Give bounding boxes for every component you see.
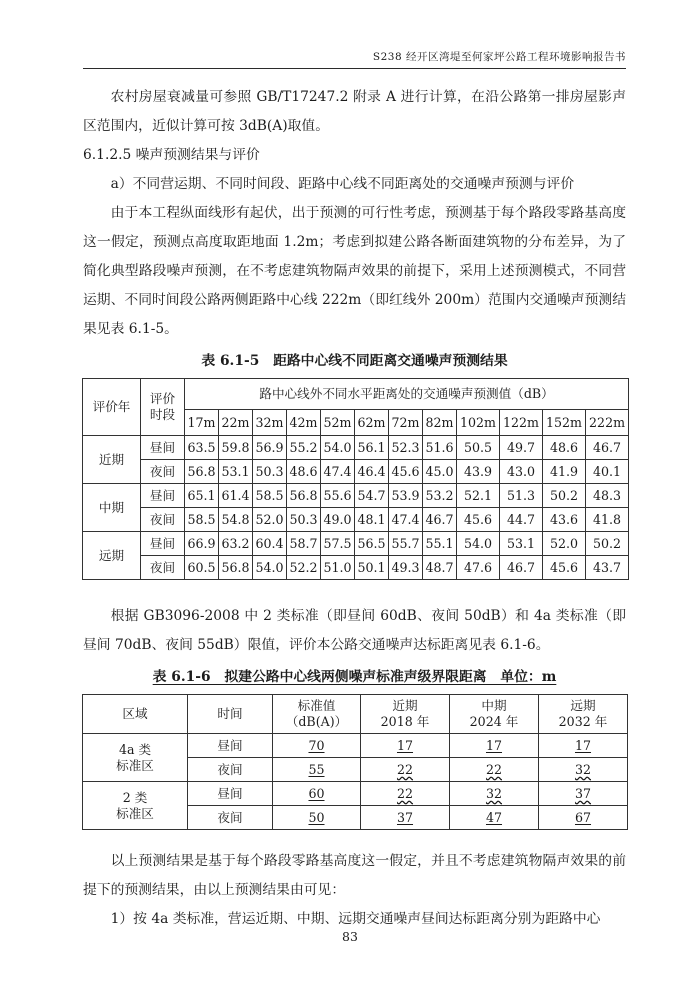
distance-header-cell: 222m bbox=[586, 410, 629, 436]
table-row-mid-night bbox=[83, 508, 629, 532]
distance-header-cell: 82m bbox=[423, 410, 457, 436]
time-cell: 夜间 bbox=[188, 758, 273, 782]
zone-4a-line1: 4a 类 bbox=[118, 741, 152, 757]
underlined-value: 22 bbox=[396, 785, 414, 801]
header-far-term-line2: 2032 年 bbox=[558, 714, 608, 729]
noise-value-cell: 54.0 bbox=[253, 556, 287, 580]
underlined-value: 47 bbox=[485, 809, 503, 825]
zone-4a-line2: 标准区 bbox=[116, 757, 154, 773]
noise-value-cell: 56.1 bbox=[355, 436, 389, 460]
noise-value-cell: 52.0 bbox=[253, 508, 287, 532]
header-mid-term-line1: 中期 bbox=[481, 698, 507, 713]
underlined-value: 17 bbox=[574, 737, 592, 753]
underlined-value: 50 bbox=[308, 809, 325, 825]
noise-value-cell: 65.1 bbox=[185, 484, 219, 508]
distance-value-cell bbox=[539, 758, 628, 782]
noise-value-cell: 50.3 bbox=[253, 460, 287, 484]
section-heading-6-1-2-5: 6.1.2.5 噪声预测结果与评价 bbox=[83, 147, 260, 163]
noise-value-cell: 66.9 bbox=[185, 532, 219, 556]
noise-value-cell: 51.6 bbox=[423, 436, 457, 460]
noise-value-cell: 50.2 bbox=[543, 484, 586, 508]
table-row-far-day bbox=[83, 532, 629, 556]
noise-value-cell: 48.7 bbox=[423, 556, 457, 580]
paragraph-prediction-basis: 由于本工程纵面线形有起伏，出于预测的可行性考虑，预测基于每个路段零路基高度这一假定，预测点高度取距地面 1.2m；考虑到拟建公路各断面建筑物的分布差异，为了简化典型路段噪声预测，在不考虑建筑物隔声效果的前提下，采用上述预测模式，不同营运期、不同时间段公路两侧距路中心线 222m（即红线外 200m）范围内交通噪声预测结果见表 6.1-5。 bbox=[83, 205, 626, 337]
header-standard-value-line1: 标准值 bbox=[297, 698, 336, 713]
zone-class2-line2: 标准区 bbox=[116, 805, 154, 821]
paragraph-conclusion-intro: 以上预测结果是基于每个路段零路基高度这一假定，并且不考虑建筑物隔声效果的前提下的预测结果，由以上预测结果由可见： bbox=[83, 853, 626, 898]
distance-value-cell bbox=[273, 806, 361, 830]
noise-value-cell: 53.2 bbox=[423, 484, 457, 508]
noise-value-cell: 54.8 bbox=[219, 508, 253, 532]
distance-header-cell: 42m bbox=[287, 410, 321, 436]
time-cell: 昼间 bbox=[141, 436, 185, 460]
table-6-1-5-title: 表 6.1-5 距路中心线不同距离交通噪声预测结果 bbox=[201, 353, 508, 369]
noise-value-cell: 49.7 bbox=[500, 436, 543, 460]
noise-value-cell: 53.9 bbox=[389, 484, 423, 508]
standard-distance-table bbox=[82, 694, 628, 830]
noise-value-cell: 59.8 bbox=[219, 436, 253, 460]
table-row-mid-day bbox=[83, 484, 629, 508]
table-6-1-6-title: 表 6.1-6 拟建公路中心线两侧噪声标准声级界限距离 单位：m bbox=[152, 669, 557, 685]
header-standard-value bbox=[273, 695, 361, 734]
underlined-value: 67 bbox=[574, 809, 592, 825]
underlined-value: 70 bbox=[308, 737, 325, 753]
header-eval-period-line1: 评价 bbox=[149, 391, 176, 406]
header-near-term-line1: 近期 bbox=[392, 698, 418, 713]
noise-value-cell: 46.7 bbox=[423, 508, 457, 532]
distance-value-cell bbox=[450, 782, 539, 806]
noise-value-cell: 50.1 bbox=[355, 556, 389, 580]
header-eval-period-line2: 时段 bbox=[149, 407, 176, 422]
table-row-near-night bbox=[83, 460, 629, 484]
distance-value-cell bbox=[361, 758, 450, 782]
noise-value-cell: 51.3 bbox=[500, 484, 543, 508]
page-number: 83 bbox=[342, 929, 358, 944]
paragraph-conclusion-item1: 1）按 4a 类标准，营运近期、中期、远期交通噪声昼间达标距离分别为距路中心 bbox=[110, 911, 601, 927]
distance-header-cell: 72m bbox=[389, 410, 423, 436]
period-cell-far: 远期 bbox=[83, 532, 141, 580]
noise-value-cell: 50.5 bbox=[457, 436, 500, 460]
noise-value-cell: 52.3 bbox=[389, 436, 423, 460]
distance-header-cell: 22m bbox=[219, 410, 253, 436]
header-zone: 区域 bbox=[83, 695, 188, 734]
header-near-term bbox=[361, 695, 450, 734]
underlined-value: 60 bbox=[308, 785, 325, 801]
distance-header-cell: 52m bbox=[321, 410, 355, 436]
distance-value-cell bbox=[361, 782, 450, 806]
noise-value-cell: 53.1 bbox=[219, 460, 253, 484]
noise-value-cell: 48.1 bbox=[355, 508, 389, 532]
distance-value-cell bbox=[450, 734, 539, 758]
underlined-value: 17 bbox=[396, 737, 414, 753]
table-row-far-night bbox=[83, 556, 629, 580]
noise-value-cell: 60.4 bbox=[253, 532, 287, 556]
time-cell: 夜间 bbox=[141, 460, 185, 484]
noise-value-cell: 55.2 bbox=[287, 436, 321, 460]
time-cell: 昼间 bbox=[188, 782, 273, 806]
distance-value-cell bbox=[539, 806, 628, 830]
zone-cell-class2 bbox=[83, 782, 188, 830]
noise-value-cell: 55.1 bbox=[423, 532, 457, 556]
noise-value-cell: 46.4 bbox=[355, 460, 389, 484]
header-far-term-line1: 远期 bbox=[570, 698, 596, 713]
distance-value-cell bbox=[361, 734, 450, 758]
table1-header-row-1 bbox=[83, 379, 629, 410]
noise-value-cell: 50.3 bbox=[287, 508, 321, 532]
time-cell: 昼间 bbox=[141, 532, 185, 556]
noise-value-cell: 45.6 bbox=[457, 508, 500, 532]
distance-value-cell bbox=[539, 734, 628, 758]
noise-value-cell: 56.8 bbox=[219, 556, 253, 580]
noise-value-cell: 40.1 bbox=[586, 460, 629, 484]
running-header bbox=[83, 0, 626, 69]
noise-value-cell: 47.4 bbox=[389, 508, 423, 532]
noise-value-cell: 47.4 bbox=[321, 460, 355, 484]
page-content bbox=[83, 0, 626, 934]
distance-header-cell: 17m bbox=[185, 410, 219, 436]
time-cell: 夜间 bbox=[141, 508, 185, 532]
distance-header-cell: 32m bbox=[253, 410, 287, 436]
distance-value-cell bbox=[273, 782, 361, 806]
noise-value-cell: 57.5 bbox=[321, 532, 355, 556]
underlined-value: 17 bbox=[485, 737, 503, 753]
distance-value-cell bbox=[450, 806, 539, 830]
zone-cell-4a bbox=[83, 734, 188, 782]
paragraph-item-a: a）不同营运期、不同时间段、距路中心线不同距离处的交通噪声预测与评价 bbox=[110, 176, 575, 192]
time-cell: 夜间 bbox=[188, 806, 273, 830]
paragraph-standards: 根据 GB3096-2008 中 2 类标准（即昼间 60dB、夜间 50dB）和 4a 类标准（即昼间 70dB、夜间 55dB）限值，评价本公路交通噪声达标距离见表 6.1-6。 bbox=[83, 608, 626, 653]
header-standard-value-line2: （dB(A)） bbox=[285, 714, 348, 729]
noise-value-cell: 52.2 bbox=[287, 556, 321, 580]
noise-value-cell: 56.8 bbox=[185, 460, 219, 484]
noise-value-cell: 41.9 bbox=[543, 460, 586, 484]
distance-header-cell: 122m bbox=[500, 410, 543, 436]
distance-header-cell: 62m bbox=[355, 410, 389, 436]
distance-value-cell bbox=[273, 758, 361, 782]
noise-value-cell: 54.7 bbox=[355, 484, 389, 508]
underlined-value: 22 bbox=[485, 761, 503, 777]
noise-value-cell: 53.1 bbox=[500, 532, 543, 556]
header-span-title: 路中心线外不同水平距离处的交通噪声预测值（dB） bbox=[185, 379, 629, 410]
time-cell: 昼间 bbox=[141, 484, 185, 508]
time-cell: 昼间 bbox=[188, 734, 273, 758]
noise-value-cell: 52.0 bbox=[543, 532, 586, 556]
noise-value-cell: 43.9 bbox=[457, 460, 500, 484]
underlined-value: 32 bbox=[574, 761, 592, 777]
noise-value-cell: 45.6 bbox=[389, 460, 423, 484]
time-cell: 夜间 bbox=[141, 556, 185, 580]
noise-value-cell: 60.5 bbox=[185, 556, 219, 580]
noise-value-cell: 54.0 bbox=[321, 436, 355, 460]
noise-value-cell: 54.0 bbox=[457, 532, 500, 556]
noise-value-cell: 61.4 bbox=[219, 484, 253, 508]
header-eval-period bbox=[141, 379, 185, 436]
underlined-value: 22 bbox=[396, 761, 414, 777]
noise-value-cell: 48.3 bbox=[586, 484, 629, 508]
header-far-term bbox=[539, 695, 628, 734]
noise-value-cell: 43.7 bbox=[586, 556, 629, 580]
underlined-value: 55 bbox=[308, 761, 325, 777]
distance-header-cell: 152m bbox=[543, 410, 586, 436]
noise-value-cell: 51.0 bbox=[321, 556, 355, 580]
noise-value-cell: 55.7 bbox=[389, 532, 423, 556]
noise-value-cell: 45.6 bbox=[543, 556, 586, 580]
noise-value-cell: 49.3 bbox=[389, 556, 423, 580]
paragraph-attenuation: 农村房屋衰减量可参照 GB/T17247.2 附录 A 进行计算，在沿公路第一排房屋影声区范围内，近似计算可按 3dB(A)取值。 bbox=[83, 89, 626, 134]
noise-value-cell: 56.9 bbox=[253, 436, 287, 460]
table-row-near-day bbox=[83, 436, 629, 460]
noise-value-cell: 63.2 bbox=[219, 532, 253, 556]
noise-value-cell: 56.5 bbox=[355, 532, 389, 556]
noise-value-cell: 49.0 bbox=[321, 508, 355, 532]
underlined-value: 37 bbox=[574, 785, 592, 801]
distance-value-cell bbox=[273, 734, 361, 758]
noise-value-cell: 46.7 bbox=[586, 436, 629, 460]
noise-value-cell: 46.7 bbox=[500, 556, 543, 580]
header-time: 时间 bbox=[188, 695, 273, 734]
zone-class2-line1: 2 类 bbox=[122, 789, 148, 805]
noise-value-cell: 58.5 bbox=[185, 508, 219, 532]
noise-value-cell: 50.2 bbox=[586, 532, 629, 556]
header-eval-year: 评价年 bbox=[83, 379, 141, 436]
noise-value-cell: 48.6 bbox=[543, 436, 586, 460]
period-cell-mid: 中期 bbox=[83, 484, 141, 532]
distance-value-cell bbox=[539, 782, 628, 806]
period-cell-near: 近期 bbox=[83, 436, 141, 484]
noise-value-cell: 52.1 bbox=[457, 484, 500, 508]
noise-value-cell: 55.6 bbox=[321, 484, 355, 508]
noise-value-cell: 56.8 bbox=[287, 484, 321, 508]
distance-header-cell: 102m bbox=[457, 410, 500, 436]
noise-value-cell: 47.6 bbox=[457, 556, 500, 580]
header-near-term-line2: 2018 年 bbox=[380, 714, 430, 729]
header-mid-term bbox=[450, 695, 539, 734]
table2-header-row bbox=[83, 695, 628, 734]
noise-prediction-table bbox=[82, 378, 629, 580]
distance-value-cell bbox=[450, 758, 539, 782]
noise-value-cell: 41.8 bbox=[586, 508, 629, 532]
table-row-4a-day bbox=[83, 734, 628, 758]
noise-value-cell: 58.7 bbox=[287, 532, 321, 556]
table-row-class2-day bbox=[83, 782, 628, 806]
noise-value-cell: 45.0 bbox=[423, 460, 457, 484]
underlined-value: 32 bbox=[485, 785, 503, 801]
header-mid-term-line2: 2024 年 bbox=[469, 714, 519, 729]
noise-value-cell: 58.5 bbox=[253, 484, 287, 508]
underlined-value: 37 bbox=[396, 809, 414, 825]
noise-value-cell: 43.0 bbox=[500, 460, 543, 484]
noise-value-cell: 63.5 bbox=[185, 436, 219, 460]
running-header-title: S238 经开区湾堤至何家坪公路工程环境影响报告书 bbox=[372, 51, 626, 63]
noise-value-cell: 48.6 bbox=[287, 460, 321, 484]
noise-value-cell: 44.7 bbox=[500, 508, 543, 532]
noise-value-cell: 43.6 bbox=[543, 508, 586, 532]
distance-value-cell bbox=[361, 806, 450, 830]
